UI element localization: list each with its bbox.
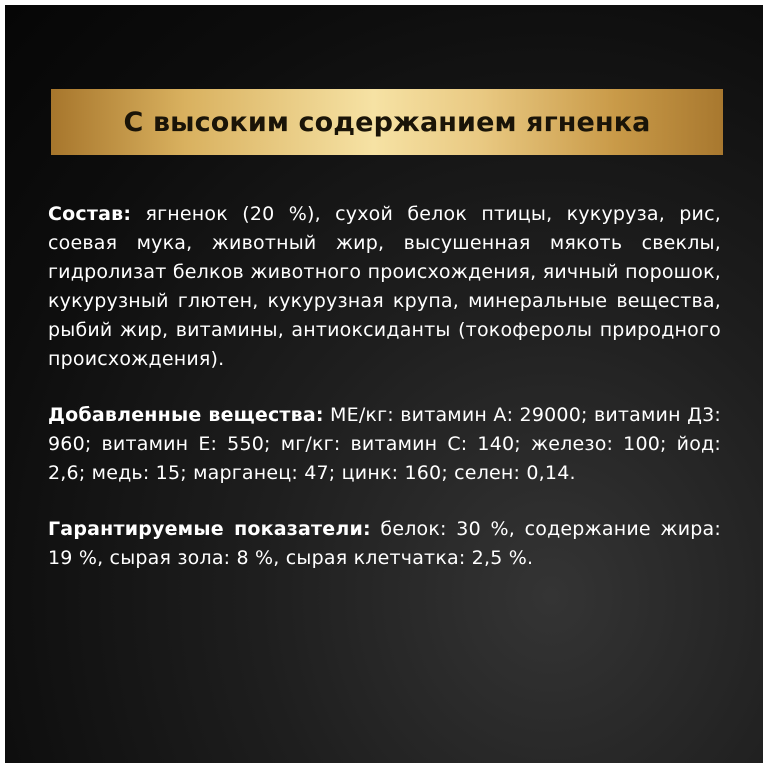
additives-value: МЕ/кг: витамин А: 29000; витамин Д3: 960; витамин Е: 550; мг/кг: витамин С: 140; железо: 100; йод: 2,6; медь: 15; марганец: 47; цинк: 160; селен: 0,14. <box>48 404 722 484</box>
composition-text <box>48 200 721 600</box>
guaranteed-values-value: белок: 30 %, содержание жира: 19 %, сырая зола: 8 %, сырая клетчатка: 2,5 %. <box>48 518 721 569</box>
product-info-panel <box>5 5 763 763</box>
composition-paragraph <box>48 200 721 374</box>
composition-value: ягненок (20 %), сухой белок птицы, кукуруза, рис, соевая мука, животный жир, высушенная мякоть свеклы, гидролизат белков животного происхождения, яичный порошок, кукурузный глютен, кукурузная крупа, минеральные вещества, рыбий жир, витамины, антиоксиданты (токоферолы природного происхождения). <box>48 203 721 370</box>
additives-paragraph <box>48 401 721 488</box>
composition-label: Состав: <box>48 203 132 225</box>
guaranteed-values-label: Гарантируемые показатели: <box>48 518 371 540</box>
additives-label: Добавленные вещества: <box>48 404 324 426</box>
title-banner <box>51 89 723 155</box>
guaranteed-values-paragraph <box>48 515 721 573</box>
banner-title: С высоким содержанием ягненка <box>123 106 651 138</box>
